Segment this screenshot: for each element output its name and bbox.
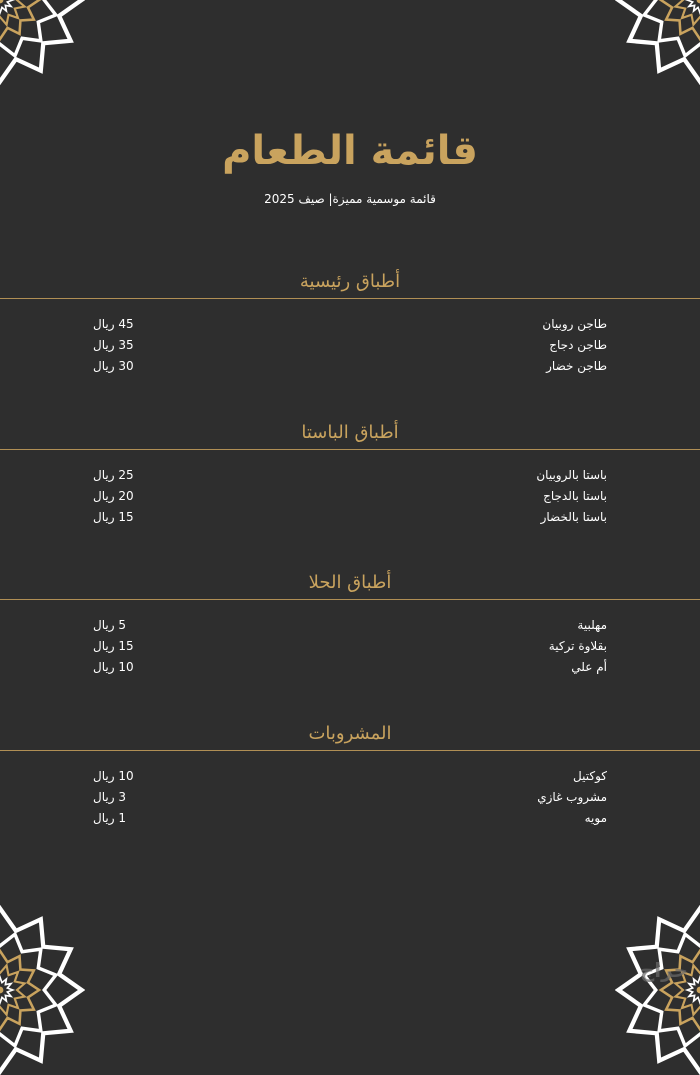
menu-item: [0, 766, 700, 787]
menu-item-name: مشروب غازي: [537, 790, 607, 804]
section-divider: [0, 449, 700, 450]
star-ornament-icon: [615, 0, 700, 85]
menu-item-price: 25 ريال: [93, 468, 134, 482]
ornament-star-ring: [0, 934, 56, 1046]
menu-item: [0, 314, 700, 335]
menu-item-name: طاجن روبيان: [542, 317, 607, 331]
menu-item-price: 3 ريال: [93, 790, 126, 804]
menu-item: [0, 465, 700, 486]
page-subtitle: قائمة موسمية مميزة| صيف 2025: [264, 192, 436, 206]
menu-item-name: طاجن خضار: [546, 359, 607, 373]
menu-item: [0, 486, 700, 507]
section-title: أطباق رئيسية: [299, 271, 401, 292]
menu-item-price: 35 ريال: [93, 338, 134, 352]
ornament-center-dot: [697, 0, 700, 3]
menu-item: [0, 636, 700, 657]
ornament-center-dot: [697, 987, 700, 994]
menu-item: [0, 507, 700, 528]
ornament-center-dot: [0, 0, 3, 3]
menu-item-name: طاجن دجاج: [549, 338, 607, 352]
menu-item-price: 5 ريال: [93, 618, 126, 632]
ornament-center-dot: [0, 987, 3, 994]
menu-item: [0, 657, 700, 678]
menu-item-price: 45 ريال: [93, 317, 134, 331]
section-divider: [0, 750, 700, 751]
menu-item-price: 10 ريال: [93, 769, 134, 783]
menu-item-name: باستا بالروبيان: [536, 468, 607, 482]
menu-item-name: مهلبية: [577, 618, 607, 632]
ornament-star-ring: [0, 951, 39, 1029]
menu-item-price: 20 ريال: [93, 489, 134, 503]
section-title: أطباق الحلا: [308, 572, 392, 593]
watermark: حراج: [639, 958, 688, 982]
menu-item: [0, 356, 700, 377]
star-ornament-icon: [0, 905, 85, 1075]
menu-item: [0, 615, 700, 636]
section-divider: [0, 599, 700, 600]
menu-item: [0, 787, 700, 808]
section-desserts: [0, 571, 700, 678]
menu-item-price: 30 ريال: [93, 359, 134, 373]
menu-item-name: كوكتيل: [573, 769, 607, 783]
section-main-dishes: [0, 270, 700, 377]
menu-item-name: باستا بالخضار: [540, 510, 607, 524]
menu-item-price: 1 ريال: [93, 811, 126, 825]
section-divider: [0, 298, 700, 299]
menu-item-price: 10 ريال: [93, 660, 134, 674]
section-title: أطباق الباستا: [301, 422, 399, 443]
menu-item-price: 15 ريال: [93, 639, 134, 653]
menu-item-name: أم علي: [571, 660, 607, 674]
section-drinks: [0, 722, 700, 829]
menu-item-price: 15 ريال: [93, 510, 134, 524]
page-title: قائمة الطعام: [222, 128, 478, 174]
section-pasta: [0, 421, 700, 528]
section-title: المشروبات: [308, 723, 392, 744]
menu-item-name: بقلاوة تركية: [548, 639, 607, 653]
star-ornament-icon: [0, 0, 85, 85]
menu-item: [0, 808, 700, 829]
menu-item-name: مويه: [584, 811, 607, 825]
menu-item-name: باستا بالدجاج: [543, 489, 607, 503]
menu-item: [0, 335, 700, 356]
ornament-star-ring: [644, 934, 700, 1046]
star-ornament-icon: [615, 905, 700, 1075]
